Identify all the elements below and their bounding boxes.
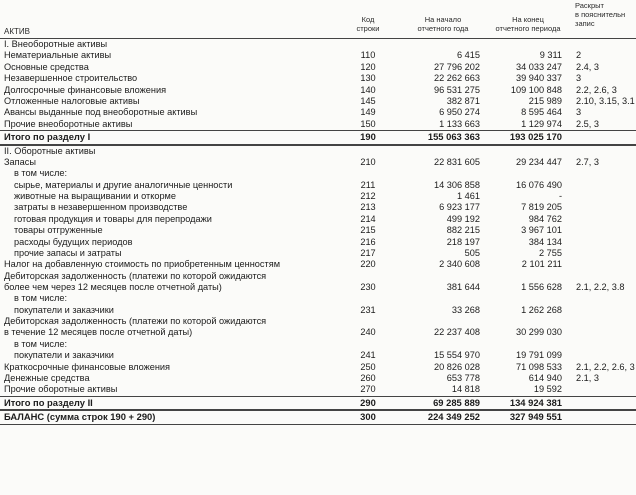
explanatory-note-ref: 3 <box>576 73 582 84</box>
row-name: Дебиторская задолженность (платежи по которой ожидаются более чем через 12 месяцев после отчетной даты) <box>4 270 267 293</box>
total-row <box>0 410 636 424</box>
table-row <box>0 293 636 304</box>
value-start-of-year: 499 192 <box>446 213 480 224</box>
value-end-of-period: 16 076 490 <box>516 179 562 190</box>
row-name: покупатели и заказчики <box>14 304 114 315</box>
row-code: 240 <box>360 327 376 338</box>
value-start-of-year: 14 306 858 <box>434 179 480 190</box>
row-code: 130 <box>360 73 376 84</box>
row-code: 260 <box>360 372 376 383</box>
row-name: затраты в незавершенном производстве <box>14 202 188 213</box>
row-code: 290 <box>360 396 376 408</box>
value-start-of-year: 155 063 363 <box>427 131 480 143</box>
section-heading <box>0 145 636 157</box>
row-code: 241 <box>360 350 376 361</box>
column-header-end-of-period: На конец отчетного периода <box>495 15 561 33</box>
explanatory-note-ref: 2.10, 3.15, 3.1 <box>576 95 635 106</box>
section-heading <box>0 38 636 50</box>
table-row <box>0 384 636 395</box>
row-name: в том числе: <box>14 293 68 304</box>
value-end-of-period: 29 234 447 <box>516 156 562 167</box>
row-name: Долгосрочные финансовые вложения <box>4 84 167 95</box>
table-row <box>0 362 636 373</box>
row-name: товары отгруженные <box>14 225 103 236</box>
row-code: 231 <box>360 304 376 315</box>
row-name: Авансы выданные под внеоборотные активы <box>4 107 198 118</box>
row-name: БАЛАНС (сумма строк 190 + 290) <box>4 411 156 423</box>
table-row <box>0 350 636 361</box>
row-name: Незавершенное строительство <box>4 73 138 84</box>
table-row <box>0 180 636 191</box>
row-name: Дебиторская задолженность (платежи по которой ожидаются в течение 12 месяцев после отчетной даты) <box>4 316 267 338</box>
value-start-of-year: 22 262 663 <box>434 73 480 84</box>
value-end-of-period: - <box>558 191 562 202</box>
value-end-of-period: 7 819 205 <box>521 202 562 213</box>
row-name: I. Внеоборотные активы <box>4 39 108 49</box>
value-end-of-period: 984 762 <box>528 213 562 224</box>
value-end-of-period: 614 940 <box>528 372 562 383</box>
value-end-of-period: 2 755 <box>539 248 562 259</box>
total-row <box>0 396 636 410</box>
value-end-of-period: 215 989 <box>528 95 562 106</box>
row-name: в том числе: <box>14 338 68 349</box>
value-start-of-year: 6 415 <box>457 50 480 61</box>
value-start-of-year: 218 197 <box>446 236 480 247</box>
row-name: Прочие внеоборотные активы <box>4 118 133 129</box>
column-header-explanatory-notes: Раскрыт в пояснительн запис <box>575 1 626 28</box>
row-code: 140 <box>360 84 376 95</box>
row-name: Запасы <box>4 156 36 167</box>
value-start-of-year: 6 950 274 <box>439 107 480 118</box>
row-name: Основные средства <box>4 61 89 72</box>
value-end-of-period: 19 791 099 <box>516 350 562 361</box>
table-row <box>0 248 636 259</box>
table-row <box>0 73 636 84</box>
table-row <box>0 237 636 248</box>
value-end-of-period: 39 940 337 <box>516 73 562 84</box>
row-code: 300 <box>360 411 376 423</box>
value-end-of-period: 2 101 211 <box>521 259 562 270</box>
table-row <box>0 214 636 225</box>
table-row <box>0 62 636 73</box>
row-name: Прочие оборотные активы <box>4 384 118 395</box>
row-code: 214 <box>360 213 376 224</box>
total-row <box>0 130 636 144</box>
row-name: Итого по разделу II <box>4 396 93 408</box>
value-end-of-period: 384 134 <box>528 236 562 247</box>
row-name: расходы будущих периодов <box>14 236 133 247</box>
row-code: 230 <box>360 282 376 292</box>
row-code: 145 <box>360 95 376 106</box>
value-end-of-period: 1 129 974 <box>521 118 562 129</box>
value-start-of-year: 27 796 202 <box>434 61 480 72</box>
value-end-of-period: 30 299 030 <box>516 327 562 338</box>
table-row <box>0 202 636 213</box>
value-start-of-year: 22 831 605 <box>434 156 480 167</box>
value-end-of-period: 134 924 381 <box>509 396 562 408</box>
explanatory-note-ref: 2.7, 3 <box>576 156 599 167</box>
row-code: 150 <box>360 118 376 129</box>
column-header-asset: АКТИВ <box>4 27 30 36</box>
table-row <box>0 96 636 107</box>
explanatory-note-ref: 2.2, 2.6, 3 <box>576 84 617 95</box>
value-end-of-period: 3 967 101 <box>521 225 562 236</box>
table-row <box>0 305 636 316</box>
value-end-of-period: 9 311 <box>539 50 562 61</box>
row-code: 270 <box>360 384 376 395</box>
value-end-of-period: 19 592 <box>533 384 562 395</box>
explanatory-note-ref: 3 <box>576 107 582 118</box>
value-end-of-period: 1 556 628 <box>521 282 562 292</box>
row-name: прочие запасы и затраты <box>14 248 122 259</box>
explanatory-note-ref: 2 <box>576 50 582 61</box>
table-row <box>0 316 636 339</box>
value-end-of-period: 1 262 268 <box>521 304 562 315</box>
value-start-of-year: 2 340 608 <box>439 259 480 270</box>
value-start-of-year: 96 531 275 <box>434 84 480 95</box>
table-row <box>0 225 636 236</box>
table-row <box>0 85 636 96</box>
explanatory-note-ref: 2.1, 3 <box>576 372 599 383</box>
table-row <box>0 50 636 61</box>
row-code: 211 <box>360 179 376 190</box>
value-end-of-period: 34 033 247 <box>516 61 562 72</box>
row-code: 220 <box>360 259 376 270</box>
row-code: 190 <box>360 131 376 143</box>
row-name: Нематериальные активы <box>4 50 112 61</box>
column-header-start-of-year: На начало отчетного года <box>417 15 469 33</box>
table-row <box>0 271 636 294</box>
row-name: животные на выращивании и откорме <box>14 191 176 202</box>
value-start-of-year: 653 778 <box>446 372 480 383</box>
explanatory-note-ref: 2.4, 3 <box>576 61 599 72</box>
row-code: 210 <box>360 156 376 167</box>
row-name: сырье, материалы и другие аналогичные ценности <box>14 179 233 190</box>
value-start-of-year: 15 554 970 <box>434 350 480 361</box>
value-start-of-year: 20 826 028 <box>434 361 480 372</box>
value-start-of-year: 1 133 663 <box>439 118 480 129</box>
explanatory-note-ref: 2.1, 2.2, 3.8 <box>576 282 625 292</box>
row-code: 215 <box>360 225 376 236</box>
balance-sheet-table <box>0 38 636 425</box>
value-end-of-period: 109 100 848 <box>510 84 562 95</box>
column-header-code: Код строки <box>356 15 380 33</box>
value-end-of-period: 8 595 464 <box>521 107 562 118</box>
table-row <box>0 191 636 202</box>
row-name: Отложенные налоговые активы <box>4 95 140 106</box>
row-name: Итого по разделу I <box>4 131 91 143</box>
value-start-of-year: 69 285 889 <box>433 396 480 408</box>
row-name: II. Оборотные активы <box>4 145 96 156</box>
value-start-of-year: 381 644 <box>446 282 480 292</box>
table-row <box>0 168 636 179</box>
row-code: 149 <box>360 107 376 118</box>
row-code: 216 <box>360 236 376 247</box>
table-row <box>0 373 636 384</box>
value-start-of-year: 505 <box>464 248 480 259</box>
value-start-of-year: 14 818 <box>451 384 480 395</box>
table-row <box>0 119 636 130</box>
row-code: 120 <box>360 61 376 72</box>
value-end-of-period: 193 025 170 <box>509 131 562 143</box>
row-code: 250 <box>360 361 376 372</box>
explanatory-note-ref: 2.5, 3 <box>576 118 599 129</box>
table-row <box>0 157 636 168</box>
table-row <box>0 259 636 270</box>
value-start-of-year: 22 237 408 <box>434 327 480 338</box>
value-start-of-year: 33 268 <box>451 304 480 315</box>
value-start-of-year: 882 215 <box>446 225 480 236</box>
value-start-of-year: 224 349 252 <box>427 411 480 423</box>
row-name: Налог на добавленную стоимость по приобретенным ценностям <box>4 259 281 270</box>
row-code: 213 <box>360 202 376 213</box>
explanatory-note-ref: 2.1, 2.2, 2.6, 3 <box>576 361 635 372</box>
row-code: 212 <box>360 191 376 202</box>
value-end-of-period: 71 098 533 <box>516 361 562 372</box>
row-name: в том числе: <box>14 168 68 179</box>
row-code: 217 <box>360 248 376 259</box>
value-start-of-year: 6 923 177 <box>439 202 480 213</box>
row-name: Краткосрочные финансовые вложения <box>4 361 171 372</box>
row-code: 110 <box>360 50 376 61</box>
table-row <box>0 107 636 118</box>
row-name: покупатели и заказчики <box>14 350 114 361</box>
table-row <box>0 339 636 350</box>
row-name: готовая продукция и товары для перепродажи <box>14 213 212 224</box>
value-end-of-period: 327 949 551 <box>509 411 562 423</box>
row-name: Денежные средства <box>4 372 90 383</box>
value-start-of-year: 382 871 <box>446 95 480 106</box>
value-start-of-year: 1 461 <box>457 191 480 202</box>
